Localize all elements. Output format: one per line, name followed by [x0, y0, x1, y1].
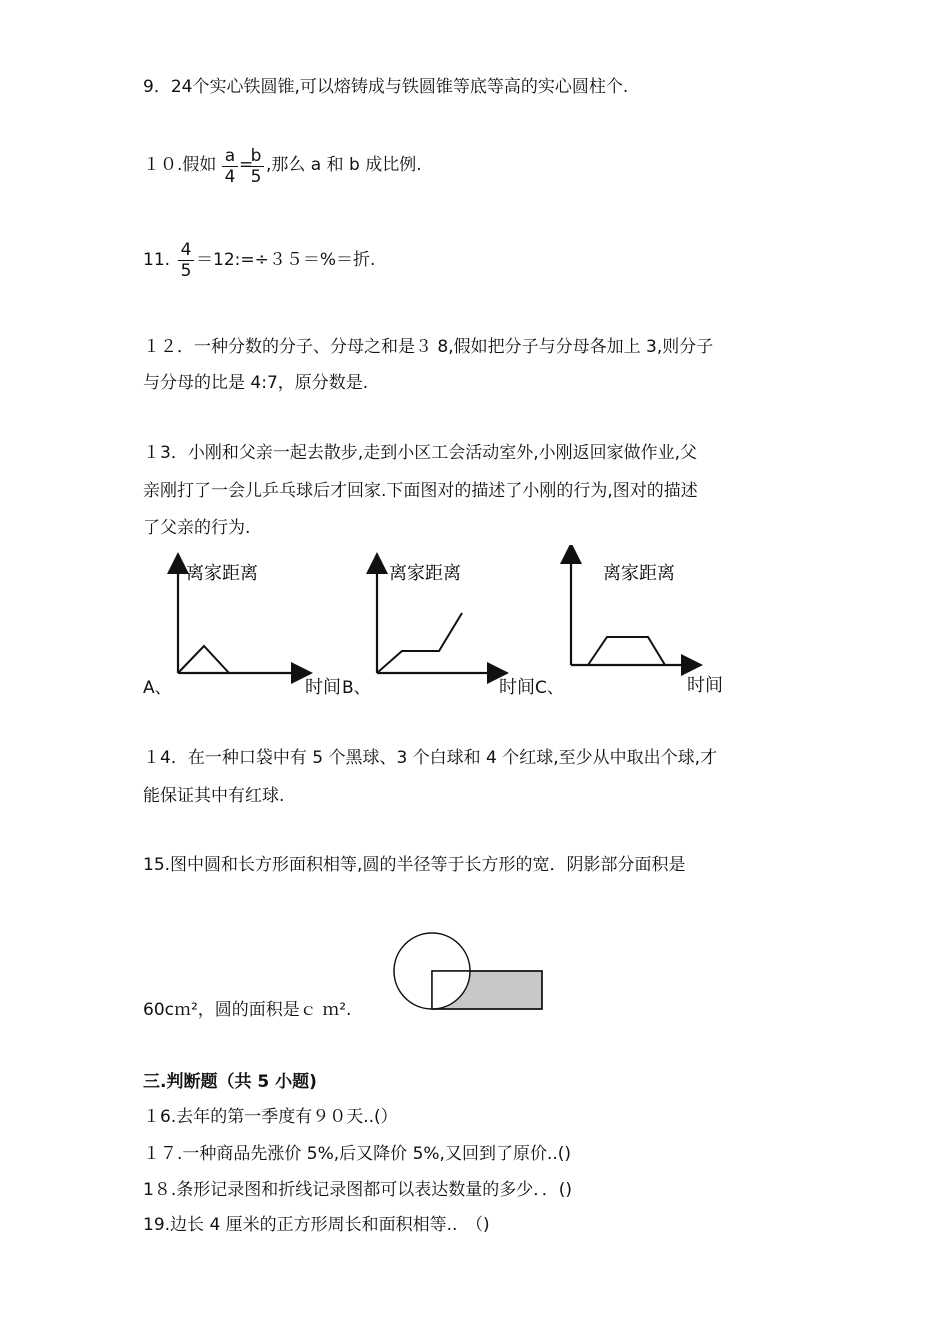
q10-fraction-b-over-5: $\frac{b}{5}$: [248, 146, 264, 187]
graph-b-label: B、: [342, 678, 371, 698]
question-15-line-2: 60cｍ²，圆的面积是ｃ ｍ².: [143, 1000, 352, 1020]
question-14-line-1: １4．在一种口袋中有 5 个黑球、3 个白球和 4 个红球,至少从中取出个球,才: [143, 748, 718, 768]
question-10: [143, 154, 216, 176]
section-3-title: 三.判断题（共 5 小题): [143, 1072, 317, 1092]
question-13-line-1: １3．小刚和父亲一起去散步,走到小区工会活动室外,小刚返回家做作业,父: [143, 443, 698, 463]
question-13-line-3: 了父亲的行为.: [143, 518, 251, 538]
graph-b-line: [377, 613, 462, 673]
q11-suffix: ＝12:=÷３５＝%＝折.: [196, 250, 376, 270]
q10-fraction-a-over-4: $\frac{a}{4}$: [222, 146, 238, 187]
graph-c-y-label: 离家距离: [603, 563, 675, 584]
graph-a: [178, 563, 302, 673]
graph-a-y-label: 离家距离: [186, 563, 258, 584]
q10-prefix: １０.假如: [143, 155, 217, 175]
graph-c-label: C、: [535, 678, 564, 698]
graph-a-line: [178, 646, 229, 673]
graph-c: [571, 553, 692, 665]
question-13-line-2: 亲刚打了一会儿乒乓球后才回家.下面图对的描述了小刚的行为,图对的描述: [143, 481, 698, 501]
circle-rectangle-figure: [388, 928, 548, 1016]
question-18: 1８.条形记录图和折线记录图都可以表达数量的多少．．(): [143, 1180, 572, 1200]
question-15-line-1: 15.图中圆和长方形面积相等,圆的半径等于长方形的宽．阴影部分面积是: [143, 855, 686, 875]
graph-c-line: [588, 637, 665, 665]
graph-b: [377, 563, 498, 673]
question-9: 9．24个实心铁圆锥,可以熔铸成与铁圆锥等底等高的实心圆柱个.: [143, 77, 629, 97]
q11-fraction-4-over-5: $\frac{4}{5}$: [178, 240, 194, 281]
q10-suffix: ,那么 a 和 b 成比例.: [266, 155, 422, 175]
question-14-line-2: 能保证其中有红球.: [143, 786, 285, 806]
graph-a-label: A、: [143, 678, 172, 698]
graph-c-x-label: 时间: [687, 675, 723, 696]
question-16: １6.去年的第一季度有９０天..(）: [143, 1107, 398, 1127]
graph-a-x-label: 时间: [305, 677, 341, 698]
question-19: 19.边长 4 厘米的正方形周长和面积相等.. （): [143, 1215, 490, 1235]
graph-b-x-label: 时间: [499, 677, 535, 698]
question-17: １７.一种商品先涨价 5%,后又降价 5%,又回到了原价..(): [143, 1144, 572, 1164]
question-11-prefix: 11.: [143, 250, 171, 270]
distance-time-graphs: [140, 545, 740, 705]
q10-equals: =: [239, 155, 254, 175]
question-12-line-1: １２．一种分数的分子、分母之和是３ 8,假如把分子与分母各加上 3,则分子: [143, 337, 714, 357]
question-12-line-2: 与分母的比是 4:7，原分数是.: [143, 373, 369, 393]
graph-b-y-label: 离家距离: [389, 563, 461, 584]
